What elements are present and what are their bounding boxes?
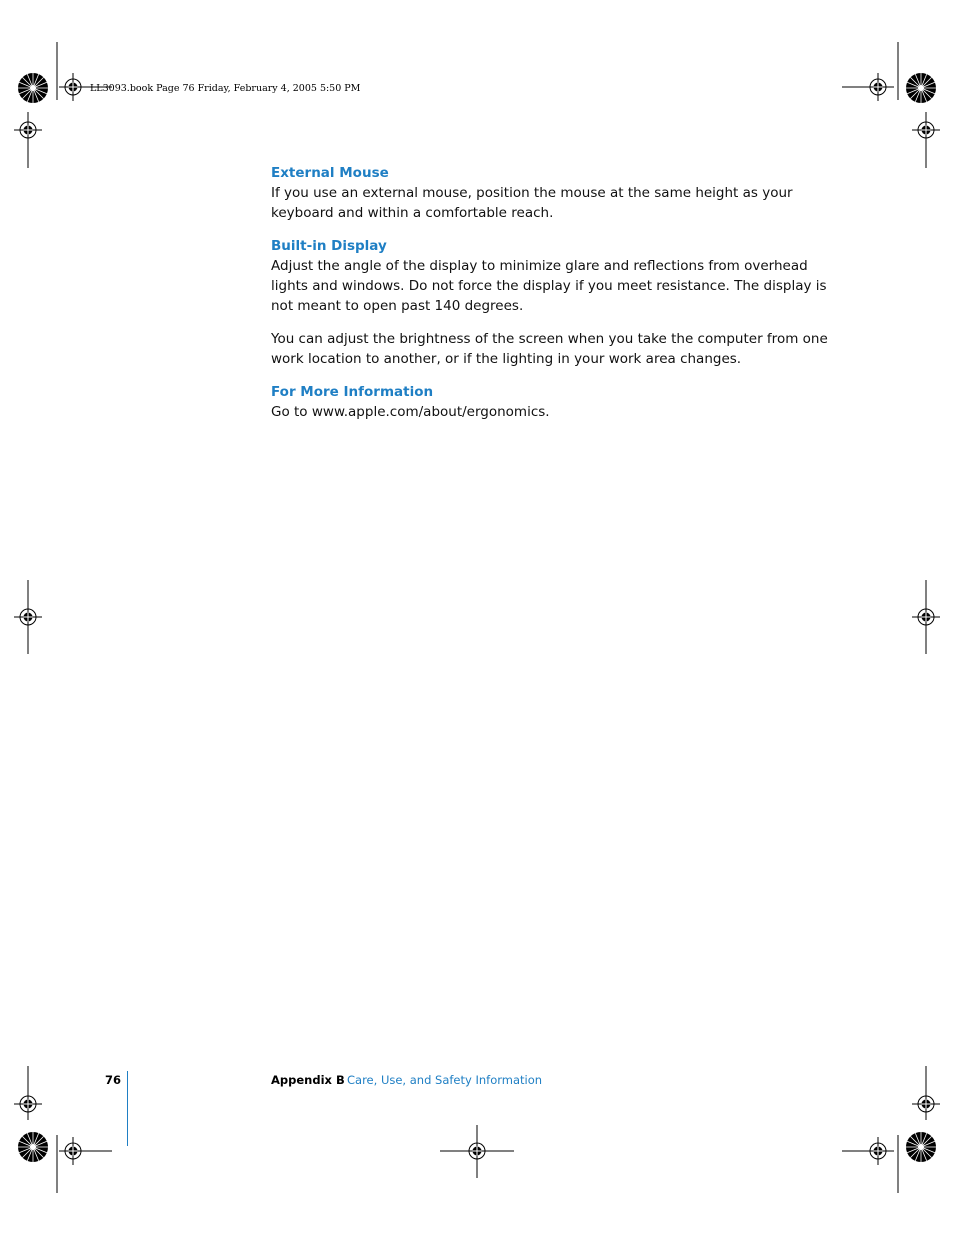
section-body-brightness: You can adjust the brightness of the screen when you take the computer from one work location to another, or if the lighting in your work area changes. — [271, 331, 828, 367]
registration-mark-icon — [59, 1137, 87, 1165]
registration-mark-icon — [14, 116, 42, 144]
footer-chapter-title: Care, Use, and Safety Information — [347, 1073, 543, 1087]
section-heading-more-info: For More Information — [271, 384, 434, 400]
registration-mark-icon — [864, 1137, 892, 1165]
star-target-icon — [906, 73, 936, 103]
section-body-more-info: Go to www.apple.com/about/ergonomics. — [271, 404, 550, 420]
section-heading-external-mouse: External Mouse — [271, 165, 389, 181]
registration-mark-icon — [912, 116, 940, 144]
print-slug: LL3093.book Page 76 Friday, February 4, 2005 5:50 PM — [90, 83, 361, 94]
star-target-icon — [18, 1132, 48, 1162]
star-target-icon — [906, 1132, 936, 1162]
star-target-icon — [18, 73, 48, 103]
main-content — [271, 163, 831, 422]
registration-mark-icon — [59, 73, 87, 101]
registration-mark-icon — [463, 1137, 491, 1165]
footer-divider — [127, 1071, 128, 1146]
section-body-built-in-display: Adjust the angle of the display to minimize glare and reflections from overhead lights and windows. Do not force the display if you meet resistance. The display is not meant to open past 140 degrees. — [271, 258, 827, 314]
registration-mark-icon — [912, 603, 940, 631]
registration-mark-icon — [14, 603, 42, 631]
section-body-external-mouse: If you use an external mouse, position the mouse at the same height as your keyboard and within a comfortable reach. — [271, 185, 793, 221]
page-number: 76 — [105, 1073, 122, 1087]
registration-mark-icon — [864, 73, 892, 101]
section-heading-built-in-display: Built-in Display — [271, 238, 387, 254]
registration-mark-icon — [14, 1090, 42, 1118]
footer-appendix-label: Appendix B — [271, 1073, 345, 1087]
registration-mark-icon — [912, 1090, 940, 1118]
